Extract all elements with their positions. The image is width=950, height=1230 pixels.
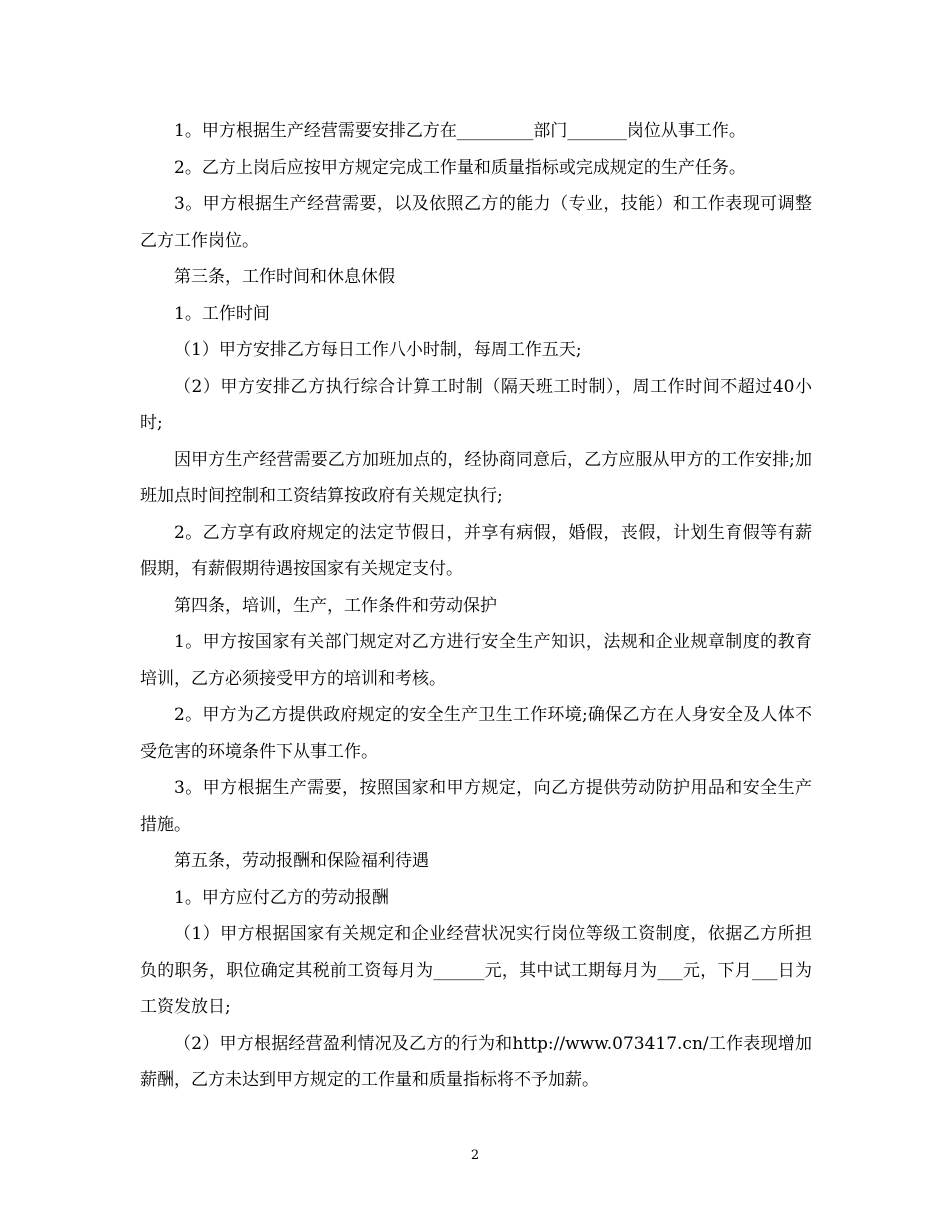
page-number: 2	[470, 1148, 480, 1163]
paragraph-environment: 2。甲方为乙方提供政府规定的安全生产卫生工作环境;确保乙方在人身安全及人体不受危害的环境条件下从事工作。	[140, 705, 812, 762]
paragraph-training: 1。甲方按国家有关部门规定对乙方进行安全生产知识，法规和企业规章制度的教育培训，乙方必须接受甲方的培训和考核。	[140, 632, 812, 689]
paragraph-hours-item-1: （1）甲方安排乙方每日工作八小时制，每周工作五天;	[174, 340, 582, 360]
section-heading-article-4: 第四条，培训，生产，工作条件和劳动保护	[174, 595, 497, 616]
paragraph-salary-item-2: （2）甲方根据经营盈利情况及乙方的行为和http://www.073417.cn/工作表现增加薪酬，乙方未达到甲方规定的工作量和质量指标将不予加薪。	[140, 1033, 812, 1090]
paragraph-2: 2。乙方上岗后应按甲方规定完成工作量和质量指标或完成规定的生产任务。	[174, 157, 746, 178]
paragraph-working-hours: 1。工作时间	[174, 303, 270, 324]
paragraph-protection: 3。甲方根据生产需要，按照国家和甲方规定，向乙方提供劳动防护用品和安全生产措施。	[140, 778, 812, 835]
section-heading-article-3: 第三条，工作时间和休息休假	[174, 267, 395, 287]
paragraph-hours-item-2: （2）甲方安排乙方执行综合计算工时制（隔天班工时制），周工作时间不超过40小时;	[140, 376, 812, 433]
paragraph-overtime: 因甲方生产经营需要乙方加班加点的，经协商同意后，乙方应服从甲方的工作安排;加班加点时间控制和工资结算按政府有关规定执行;	[140, 449, 812, 506]
paragraph-holidays: 2。乙方享有政府规定的法定节假日，并享有病假，婚假，丧假，计划生育假等有薪假期，有薪假期待遇按国家有关规定支付。	[140, 522, 812, 579]
paragraph-1: 1。甲方根据生产经营需要安排乙方在_________部门_______岗位从事工作。	[174, 121, 746, 141]
document-body	[140, 113, 812, 1099]
paragraph-salary-item-1: （1）甲方根据国家有关规定和企业经营状况实行岗位等级工资制度，依据乙方所担负的职务，职位确定其税前工资每月为______元，其中试工期每月为___元，下月___日为工资发放日;	[140, 924, 812, 1017]
section-heading-article-5: 第五条，劳动报酬和保险福利待遇	[174, 851, 429, 871]
paragraph-remuneration: 1。甲方应付乙方的劳动报酬	[174, 887, 389, 908]
paragraph-3: 3。甲方根据生产经营需要，以及依照乙方的能力（专业，技能）和工作表现可调整乙方工作岗位。	[140, 194, 812, 251]
